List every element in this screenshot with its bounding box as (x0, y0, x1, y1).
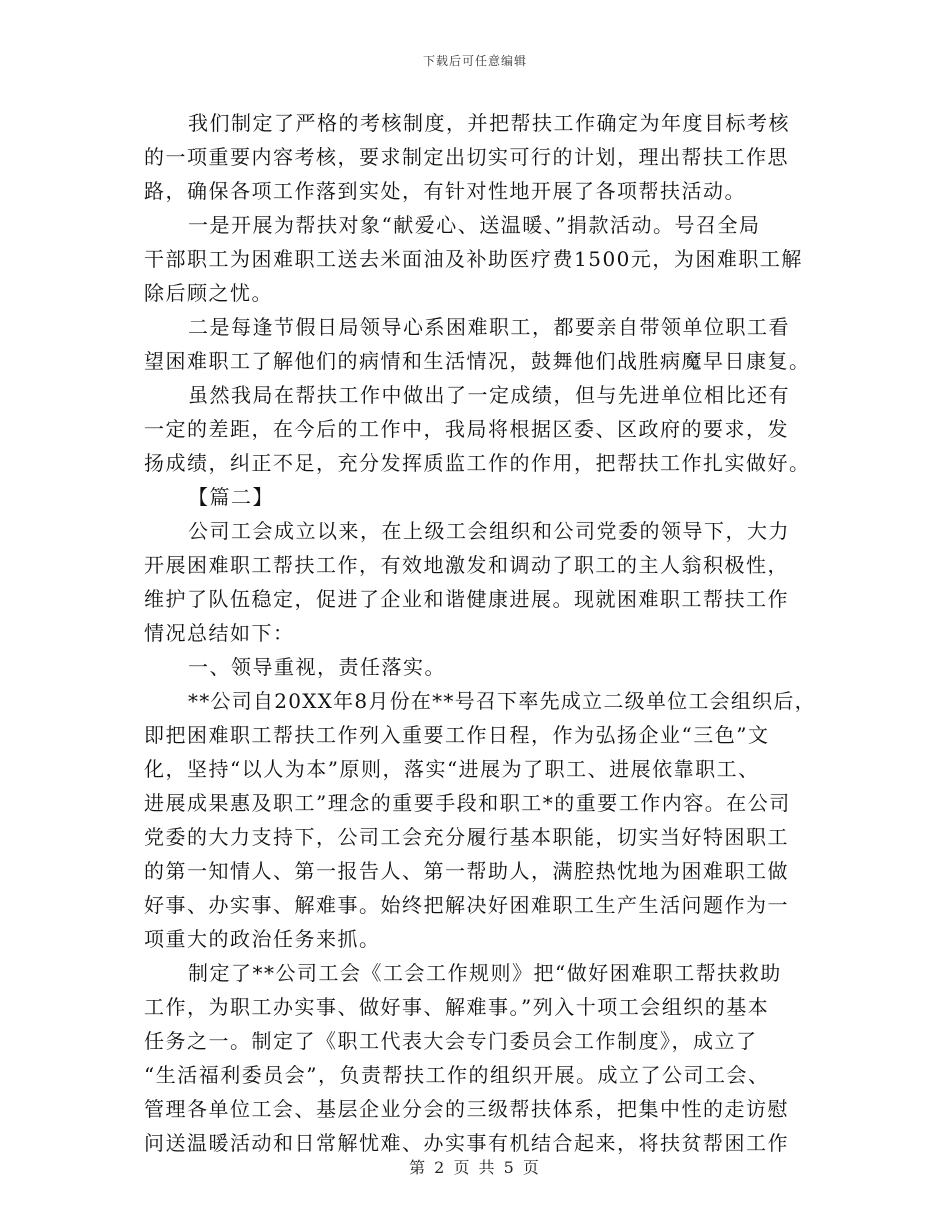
text-line: 公司工会成立以来，在上级工会组织和公司党委的领导下，大力 (188, 519, 790, 543)
text-line: 扬成绩，纠正不足，充分发挥质监工作的作用，把帮扶工作扎实做好。 (144, 451, 811, 475)
text-line: 维护了队伍稳定，促进了企业和谐健康进展。现就困难职工帮扶工作 (144, 587, 789, 611)
page-footer: 第 2 页 共 5 页 (409, 1158, 541, 1177)
text-line: 进展成果惠及职工”理念的重要手段和职工*的重要工作内容。在公司 (144, 791, 791, 815)
text-line: “生活福利委员会”，负责帮扶工作的组织开展。成立了公司工会、 (144, 1063, 770, 1087)
text-line: **公司自20XX年8月份在**号召下率先成立二级单位工会组织后， (188, 689, 816, 713)
text-line: 化，坚持“以人为本”原则，落实“进展为了职工、进展依靠职工、 (144, 757, 760, 781)
text-line: 情况总结如下： (144, 621, 295, 645)
text-line: 一是开展为帮扶对象“献爱心、送温暖、”捐款活动。号召全局 (188, 213, 761, 237)
text-line: 【篇二】 (188, 485, 274, 509)
text-line: 除后顾之忧。 (144, 281, 273, 305)
text-line: 路，确保各项工作落到实处，有针对性地开展了各项帮扶活动。 (144, 179, 746, 203)
text-line: 工作，为职工办实事、做好事、解难事。”列入十项工会组织的基本 (144, 995, 770, 1019)
text-line: 我们制定了严格的考核制度，并把帮扶工作确定为年度目标考核 (188, 111, 790, 135)
document-body (144, 106, 816, 1160)
text-line: 虽然我局在帮扶工作中做出了一定成绩，但与先进单位相比还有 (188, 383, 790, 407)
text-line: 问送温暖活动和日常解忧难、办实事有机结合起来，将扶贫帮困工作 (144, 1131, 789, 1155)
text-line: 即把困难职工帮扶工作列入重要工作日程，作为弘扬企业“三色”文 (144, 723, 770, 747)
text-line: 制定了**公司工会《工会工作规则》把“做好困难职工帮扶救助 (188, 961, 782, 985)
text-line: 干部职工为困难职工送去米面油及补助医疗费1500元，为困难职工解 (144, 247, 803, 271)
text-line: 项重大的政治任务来抓。 (144, 927, 381, 951)
text-line: 的一项重要内容考核，要求制定出切实可行的计划，理出帮扶工作思 (144, 145, 789, 169)
text-line: 望困难职工了解他们的病情和生活情况，鼓舞他们战胜病魔早日康复。 (144, 349, 811, 373)
text-line: 一、领导重视，责任落实。 (188, 655, 446, 679)
text-line: 党委的大力支持下，公司工会充分履行基本职能，切实当好特困职工 (144, 825, 789, 849)
text-line: 一定的差距，在今后的工作中，我局将根据区委、区政府的要求，发 (144, 417, 789, 441)
text-line: 开展困难职工帮扶工作，有效地激发和调动了职工的主人翁积极性， (144, 553, 789, 577)
text-line: 任务之一。制定了《职工代表大会专门委员会工作制度》，成立了 (144, 1029, 758, 1053)
text-line: 二是每逢节假日局领导心系困难职工，都要亲自带领单位职工看 (188, 315, 790, 339)
text-line: 好事、办实事、解难事。始终把解决好困难职工生产生活问题作为一 (144, 893, 789, 917)
page-header: 下载后可任意编辑 (422, 54, 527, 68)
text-line: 的第一知情人、第一报告人、第一帮助人，满腔热忱地为困难职工做 (144, 859, 789, 883)
text-line: 管理各单位工会、基层企业分会的三级帮扶体系，把集中性的走访慰 (144, 1097, 789, 1121)
